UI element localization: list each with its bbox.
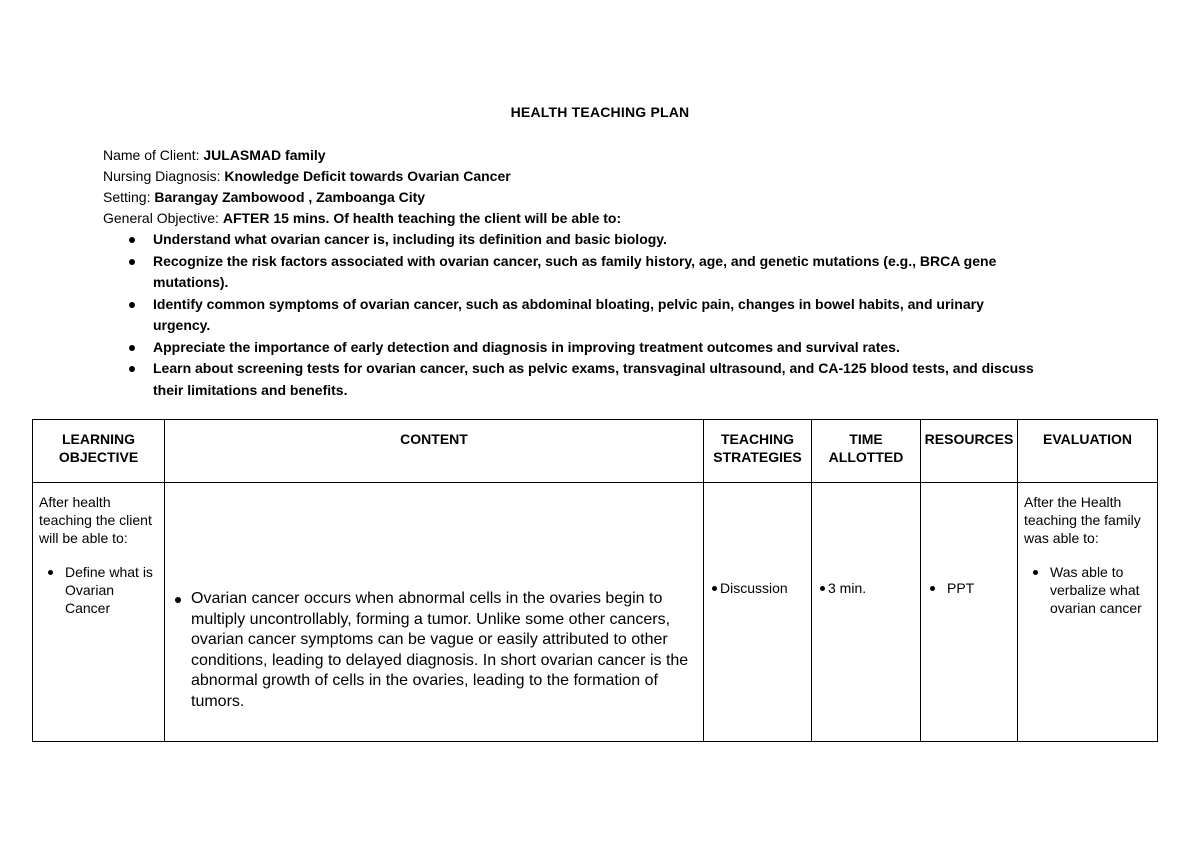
objective-item: Recognize the risk factors associated with ovarian cancer, such as family history, age, and genetic mutations (e.g., BRCA gene mutations). [153, 251, 1103, 294]
client-name-value: JULASMAD family [203, 147, 326, 163]
general-objective-value: AFTER 15 mins. Of health teaching the client will be able to: [222, 210, 622, 226]
content-text: Ovarian cancer occurs when abnormal cells in the ovaries begin to multiply uncontrollably, forming a tumor. Unlike some other cancers, ovarian cancer symptoms can be vague or easily attributed to other conditions, leading to delayed diagnosis. In short ovarian cancer is the abnormal growth of cells in the ovaries, leading to the formation of tumors. [165, 589, 703, 712]
header-evaluation: EVALUATION [1018, 420, 1158, 483]
general-objective-label: General Objective: [103, 210, 223, 226]
header-time-allotted: TIME ALLOTTED [812, 420, 921, 483]
client-name-line [103, 145, 1103, 166]
evaluation-list [1024, 563, 1151, 617]
header-content: CONTENT [165, 420, 704, 483]
setting-line [103, 187, 1103, 208]
objective-list [103, 229, 1103, 401]
teaching-strategy-item: Discussion [704, 579, 811, 597]
header-resources: RESOURCES [921, 420, 1018, 483]
learning-objective-intro: After health teaching the client will be able to: [39, 494, 152, 546]
header-learning-objective: LEARNING OBJECTIVE [33, 420, 165, 483]
learning-objective-list [39, 563, 158, 617]
objective-item: Understand what ovarian cancer is, including its definition and basic biology. [153, 229, 1103, 251]
objective-item: Learn about screening tests for ovarian cancer, such as pelvic exams, transvaginal ultrasound, and CA-125 blood tests, and discuss their limitations and benefits. [153, 358, 1103, 401]
time-allotted-cell [812, 483, 921, 742]
objective-item: Identify common symptoms of ovarian cancer, such as abdominal bloating, pelvic pain, changes in bowel habits, and urinary urgency. [153, 294, 1103, 337]
time-allotted-item: 3 min. [812, 579, 920, 597]
evaluation-cell [1018, 483, 1158, 742]
header-teaching-strategies: TEACHING STRATEGIES [704, 420, 812, 483]
document-title: HEALTH TEACHING PLAN [510, 104, 690, 120]
client-name-label: Name of Client: [103, 147, 204, 163]
setting-value: Barangay Zambowood , Zamboanga City [154, 189, 426, 205]
nursing-diagnosis-label: Nursing Diagnosis: [103, 168, 225, 184]
resources-cell [921, 483, 1018, 742]
teaching-plan-table [32, 419, 1158, 742]
evaluation-intro: After the Health teaching the family was able to: [1024, 494, 1141, 546]
table-header-row [33, 420, 1158, 483]
setting-label: Setting: [103, 189, 155, 205]
resources-item: PPT [921, 579, 1017, 597]
learning-objective-cell [33, 483, 165, 742]
general-objective-line [103, 208, 1103, 229]
table-row [33, 483, 1158, 742]
objective-item: Appreciate the importance of early detection and diagnosis in improving treatment outcomes and survival rates. [153, 337, 1103, 359]
nursing-diagnosis-line [103, 166, 1103, 187]
teaching-strategy-cell [704, 483, 812, 742]
evaluation-item: Was able to verbalize what ovarian cancer [1050, 563, 1151, 617]
nursing-diagnosis-value: Knowledge Deficit towards Ovarian Cancer [224, 168, 511, 184]
learning-objective-item: Define what is Ovarian Cancer [65, 563, 158, 617]
client-info-block [103, 145, 1103, 401]
content-cell [165, 483, 704, 742]
